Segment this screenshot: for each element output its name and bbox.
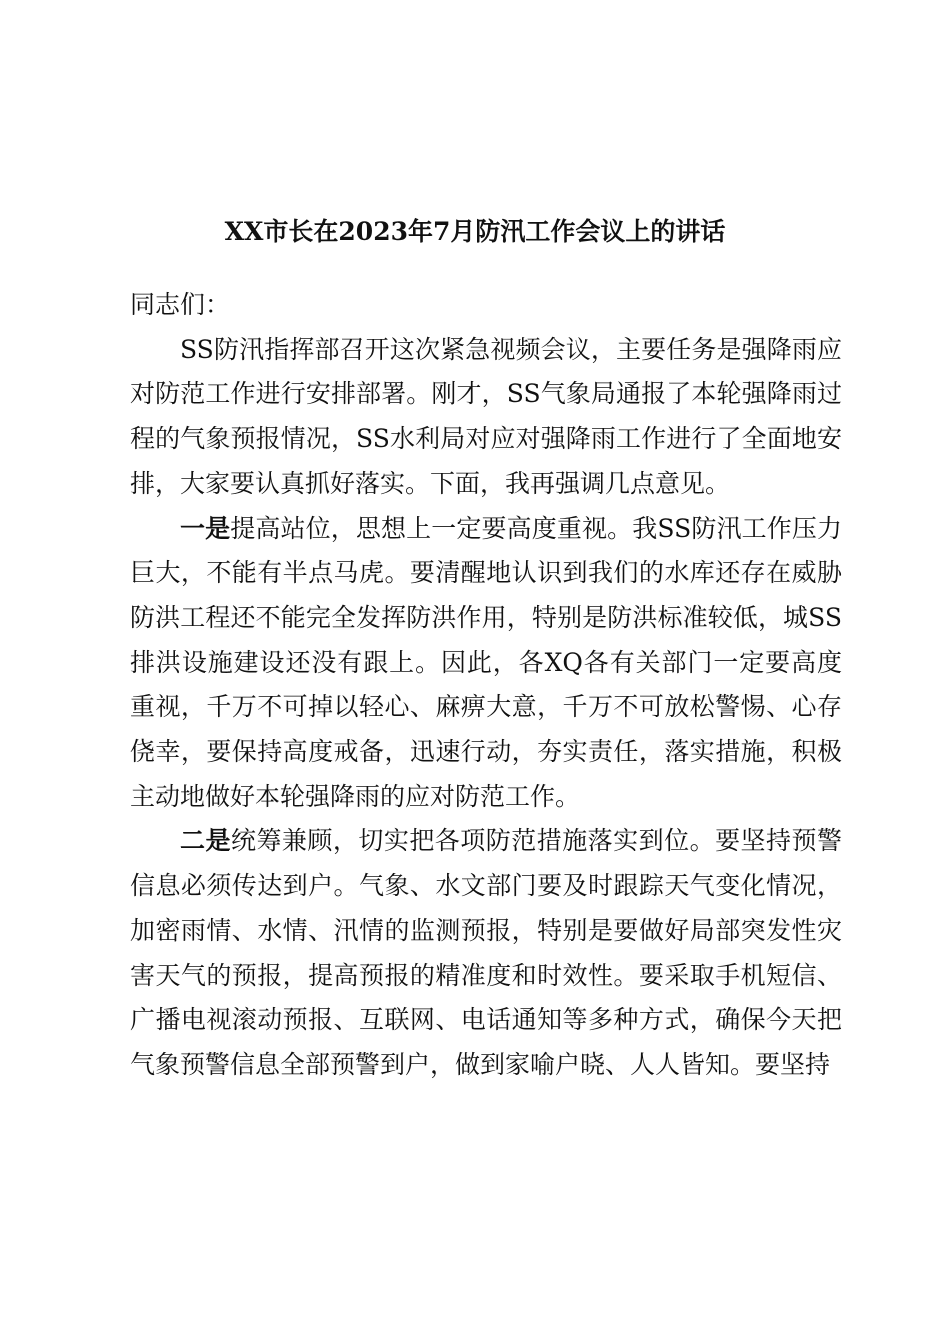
salutation: 同志们： [130, 290, 231, 319]
speech-body [130, 283, 842, 1088]
paragraph-intro [130, 328, 842, 507]
paragraph-text: 提高站位，思想上一定要高度重视。我SS防汛工作压力巨大，不能有半点马虎。要清醒地认识到我们的水库还存在威胁防洪工程还不能完全发挥防洪作用，特别是防洪标准较低，城SS排洪设施建设还没有跟上。因此，各XQ各有关部门一定要高度重视，千万不可掉以轻心、麻痹大意，千万不可放松警惕、心存侥幸，要保持高度戒备，迅速行动，夯实责任，落实措施，积极主动地做好本轮强降雨的应对防范工作。 [130, 513, 842, 811]
paragraph-point-one [130, 507, 842, 820]
paragraph-lead: 一是 [180, 513, 231, 543]
paragraph-point-two [130, 819, 842, 1087]
page-title: XX市长在2023年7月防汛工作会议上的讲话 [224, 217, 726, 246]
paragraph-text: 统筹兼顾，切实把各项防范措施落实到位。要坚持预警信息必须传达到户。气象、水文部门要及时跟踪天气变化情况，加密雨情、水情、汛情的监测预报，特别是要做好局部突发性灾害天气的预报，提高预报的精准度和时效性。要采取手机短信、广播电视滚动预报、互联网、电话通知等多种方式，确保今天把气象预警信息全部预警到户，做到家喻户晓、人人皆知。要坚持 [130, 826, 842, 1079]
paragraph-lead: 二是 [180, 826, 231, 856]
paragraph-text: SS防汛指挥部召开这次紧急视频会议，主要任务是强降雨应对防范工作进行安排部署。刚才，SS气象局通报了本轮强降雨过程的气象预报情况，SS水利局对应对强降雨工作进行了全面地安排，大家要认真抓好落实。下面，我再强调几点意见。 [130, 334, 842, 498]
